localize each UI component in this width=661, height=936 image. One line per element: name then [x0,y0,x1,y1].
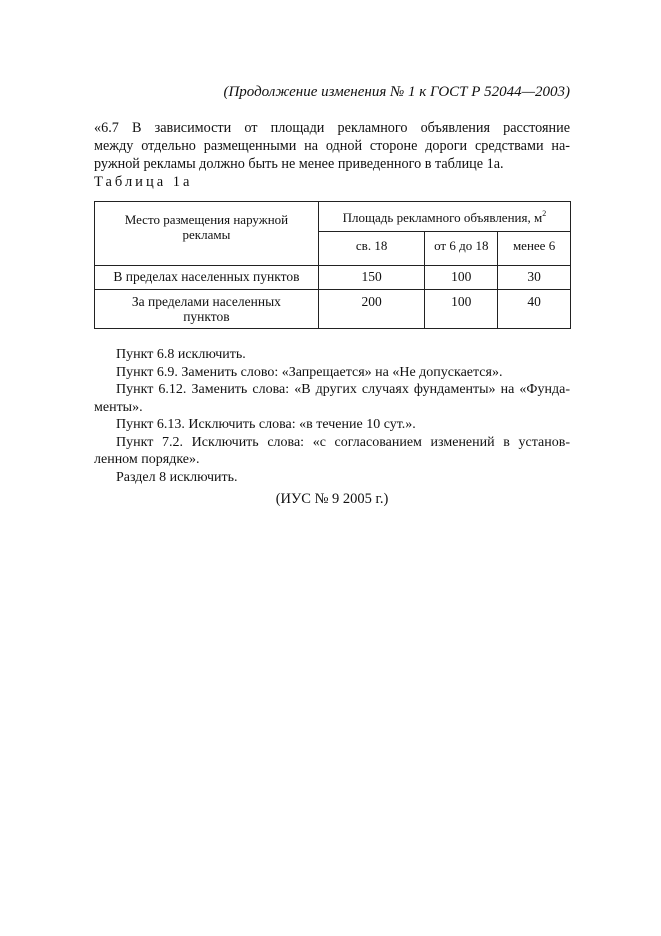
clause-6-7-line-2: между отдельно размещенными на одной стороне дороги средствами на- [94,138,570,154]
row-value: 100 [425,266,498,290]
row-value: 100 [425,290,498,329]
header-area-sup: 2 [542,209,547,218]
row-value: 40 [498,290,571,329]
amendments-list [94,346,570,486]
row-place [95,290,319,329]
amendment-6-12-line-2: менты». [94,399,143,415]
table-row [95,290,571,329]
amendment-7-2-line-1: Пункт 7.2. Исключить слова: «с согласованием изменений в установ- [116,434,570,450]
row-value: 150 [318,266,425,290]
header-area-text: Площадь рекламного объявления, м [342,210,543,225]
row-place: В пределах населенных пунктов [95,266,319,290]
subheader-under-6: менее 6 [498,232,571,266]
table-caption: Таблица 1а [94,174,193,190]
clause-6-7-line-3: ружной рекламы должно быть не менее приведенного в таблице 1а. [94,156,504,172]
subheader-over-18: св. 18 [318,232,425,266]
row-value: 200 [318,290,425,329]
amendment-6-12-line-1: Пункт 6.12. Заменить слова: «В других случаях фундаменты» на «Фунда- [116,382,570,397]
amendment-6-9: Пункт 6.9. Заменить слово: «Запрещается» на «Не допускается». [116,364,503,380]
row-place-text: За пределами населенных пунктов [131,294,281,324]
header-placement-text: Место размещения наружной рекламы [124,212,289,242]
clause-6-7-line-1: «6.7 В зависимости от площади рекламного объявления расстояние [94,120,570,136]
subheader-6-to-18: от 6 до 18 [425,232,498,266]
amendment-6-13: Пункт 6.13. Исключить слова: «в течение 10 сут.». [116,417,416,432]
amendment-section-8: Раздел 8 исключить. [116,469,238,485]
table-row [95,266,571,290]
row-value: 30 [498,266,571,290]
amendment-7-2-line-2: ленном порядке». [94,452,200,467]
ius-reference: (ИУС № 9 2005 г.) [275,491,389,507]
amendment-6-8: Пункт 6.8 исключить. [116,347,246,362]
distance-table [94,201,571,329]
clause-6-7-paragraph [94,119,570,173]
continuation-header: (Продолжение изменения № 1 к ГОСТ Р 52044—2003) [223,84,570,100]
header-area [318,202,570,232]
header-placement [95,202,319,266]
